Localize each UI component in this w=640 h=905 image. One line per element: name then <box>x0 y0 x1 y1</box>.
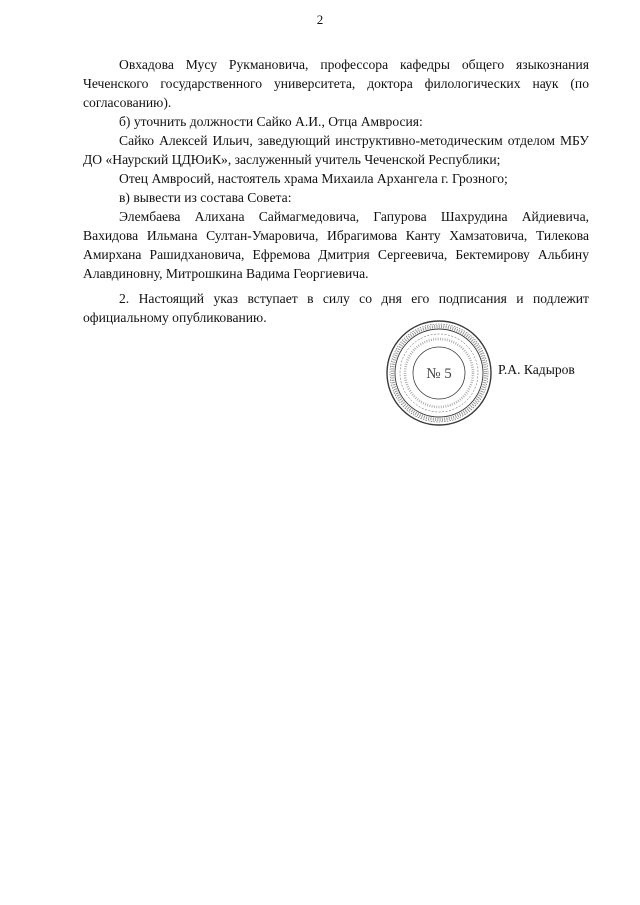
official-seal-stamp <box>378 318 500 428</box>
document-body <box>83 55 589 327</box>
paragraph-entry-into-force: 2. Настоящий указ вступает в силу со дня его подписания и подлежит официальному опубликованию. <box>83 291 589 325</box>
paragraph-sayko: Сайко Алексей Ильич, заведующий инструктивно-методическим отделом МБУ ДО «Наурский ЦДЮиК», заслуженный учитель Чеченской Республики; <box>83 133 589 167</box>
stamp-number: № 5 <box>426 366 452 382</box>
paragraph-clarify-positions: б) уточнить должности Сайко А.И., Отца Амвросия: <box>119 114 423 129</box>
paragraph-removed-members-list: Элембаева Алихана Саймагмедовича, Гапурова Шахрудина Айдиевича, Вахидова Ильмана Султан-Умаровича, Ибрагимова Канту Хамзатовича, Тилекова Амирхана Рашидхановича, Ефремова Дмитрия Сергеевича, Бектемирову Альбину Алавдиновну, Митрошкина Вадима Георгиевича. <box>83 209 589 281</box>
page-number: 2 <box>316 12 324 27</box>
paragraph-remove-from-council: в) вывести из состава Совета: <box>119 190 292 205</box>
paragraph-father-amvrosiy: Отец Амвросий, настоятель храма Михаила Архангела г. Грозного; <box>119 171 508 186</box>
signatory-name: Р.А. Кадыров <box>498 362 575 377</box>
signature-block <box>370 318 620 428</box>
paragraph-ovkhadov: Овхадова Мусу Рукмановича, профессора кафедры общего языкознания Чеченского государственного университета, доктора филологических наук (по согласованию). <box>83 57 589 110</box>
